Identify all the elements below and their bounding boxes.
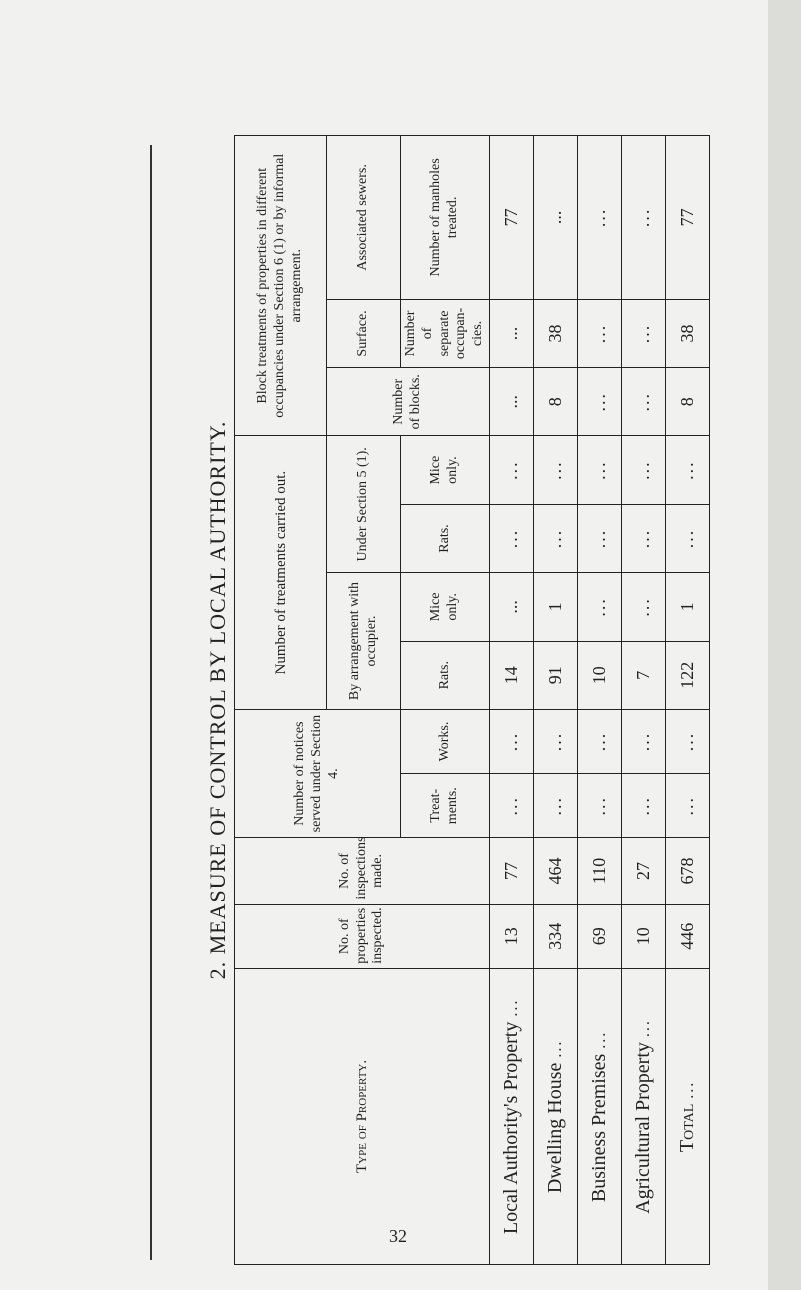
- rotated-table-region: [200, 135, 699, 1265]
- cell-occupancies: ...: [621, 299, 665, 367]
- cell-inspected: 10: [621, 904, 665, 968]
- cell-notice-works: ...: [621, 709, 665, 773]
- cell-notice-treatments: ...: [577, 774, 621, 838]
- cell-manholes: ...: [621, 136, 665, 300]
- header-treatments-carried-out: Number of treatments carried out.: [235, 436, 327, 709]
- header-number-of-blocks: Number of blocks.: [327, 368, 490, 436]
- header-separate-occupancies: Number of separate occupan-cies.: [401, 299, 490, 367]
- cell-inspections: 110: [577, 838, 621, 904]
- cell-arr-rats: 14: [489, 641, 533, 709]
- cell-s5-rats: ...: [577, 504, 621, 572]
- cell-s5-mice: ...: [621, 436, 665, 504]
- cell-s5-rats: ...: [533, 504, 577, 572]
- cell-occupancies: ...: [489, 299, 533, 367]
- cell-notice-works: ...: [577, 709, 621, 773]
- cell-inspected: 334: [533, 904, 577, 968]
- row-label: Dwelling House ...: [533, 968, 577, 1264]
- cell-manholes: 77: [489, 136, 533, 300]
- header-under-section: Under Section 5 (1).: [327, 436, 401, 573]
- header-notices-served: Number of notices served under Section 4.: [235, 709, 401, 837]
- header-by-arrangement: By arrangement with occupier.: [327, 573, 401, 710]
- header-s5-rats: Rats.: [401, 504, 490, 572]
- cell-arr-mice: ...: [621, 573, 665, 641]
- table-row: [489, 136, 533, 1265]
- header-properties-inspected: No. of properties inspected.: [235, 904, 490, 968]
- cell-occupancies: 38: [665, 299, 709, 367]
- table-row: [533, 136, 577, 1265]
- header-treatments: Treat-ments.: [401, 774, 490, 838]
- cell-blocks: 8: [533, 368, 577, 436]
- cell-arr-rats: 10: [577, 641, 621, 709]
- header-s5-mice: Mice only.: [401, 436, 490, 504]
- header-associated-sewers: Associated sewers.: [327, 136, 401, 300]
- header-manholes-treated: Number of manholes treated.: [401, 136, 490, 300]
- rodent-control-table: [234, 135, 710, 1265]
- cell-notice-works: ...: [533, 709, 577, 773]
- cell-s5-mice: ...: [533, 436, 577, 504]
- page-heading: 2. MEASURE OF CONTROL BY LOCAL AUTHORITY.: [205, 420, 230, 980]
- cell-inspections: 77: [489, 838, 533, 904]
- cell-manholes: ...: [533, 136, 577, 300]
- cell-notice-works: ...: [489, 709, 533, 773]
- cell-manholes: 77: [665, 136, 709, 300]
- cell-manholes: ...: [577, 136, 621, 300]
- cell-notice-treatments: ...: [533, 774, 577, 838]
- cell-blocks: ...: [577, 368, 621, 436]
- row-label: Agricultural Property ...: [621, 968, 665, 1264]
- cell-inspections: 464: [533, 838, 577, 904]
- page-number: 32: [389, 1226, 407, 1246]
- header-type-of-property: Type of Property.: [235, 968, 490, 1264]
- cell-inspected: 13: [489, 904, 533, 968]
- cell-inspected: 69: [577, 904, 621, 968]
- page-edge-shadow: [768, 0, 801, 1290]
- header-arr-rats: Rats.: [401, 641, 490, 709]
- cell-arr-rats: 91: [533, 641, 577, 709]
- cell-arr-mice: ...: [489, 573, 533, 641]
- header-inspections-made: No. of inspections made.: [235, 838, 490, 904]
- table-row-total: [665, 136, 709, 1265]
- cell-notice-treatments: ...: [665, 774, 709, 838]
- cell-arr-rats: 7: [621, 641, 665, 709]
- cell-s5-rats: ...: [489, 504, 533, 572]
- cell-notice-works: ...: [665, 709, 709, 773]
- cell-inspections: 678: [665, 838, 709, 904]
- cell-notice-treatments: ...: [621, 774, 665, 838]
- cell-blocks: ...: [621, 368, 665, 436]
- cell-s5-rats: ...: [621, 504, 665, 572]
- header-arr-mice: Mice only.: [401, 573, 490, 641]
- cell-s5-mice: ...: [665, 436, 709, 504]
- cell-arr-mice: 1: [665, 573, 709, 641]
- cell-arr-mice: ...: [577, 573, 621, 641]
- header-works: Works.: [401, 709, 490, 773]
- cell-blocks: ...: [489, 368, 533, 436]
- row-label: Business Premises ...: [577, 968, 621, 1264]
- cell-occupancies: 38: [533, 299, 577, 367]
- row-label: Local Authority's Property ...: [489, 968, 533, 1264]
- cell-notice-treatments: ...: [489, 774, 533, 838]
- cell-occupancies: ...: [577, 299, 621, 367]
- cell-arr-mice: 1: [533, 573, 577, 641]
- table-row: [621, 136, 665, 1265]
- cell-inspected: 446: [665, 904, 709, 968]
- header-block-treatments: Block treatments of properties in different occupancies under Section 6 (1) or by informal arrangement.: [235, 136, 327, 436]
- cell-s5-rats: ...: [665, 504, 709, 572]
- cell-s5-mice: ...: [489, 436, 533, 504]
- cell-blocks: 8: [665, 368, 709, 436]
- row-label: Total ...: [665, 968, 709, 1264]
- cell-inspections: 27: [621, 838, 665, 904]
- cell-arr-rats: 122: [665, 641, 709, 709]
- cell-s5-mice: ...: [577, 436, 621, 504]
- table-row: [577, 136, 621, 1265]
- table-left-rule: [150, 145, 152, 1260]
- header-surface: Surface.: [327, 299, 401, 367]
